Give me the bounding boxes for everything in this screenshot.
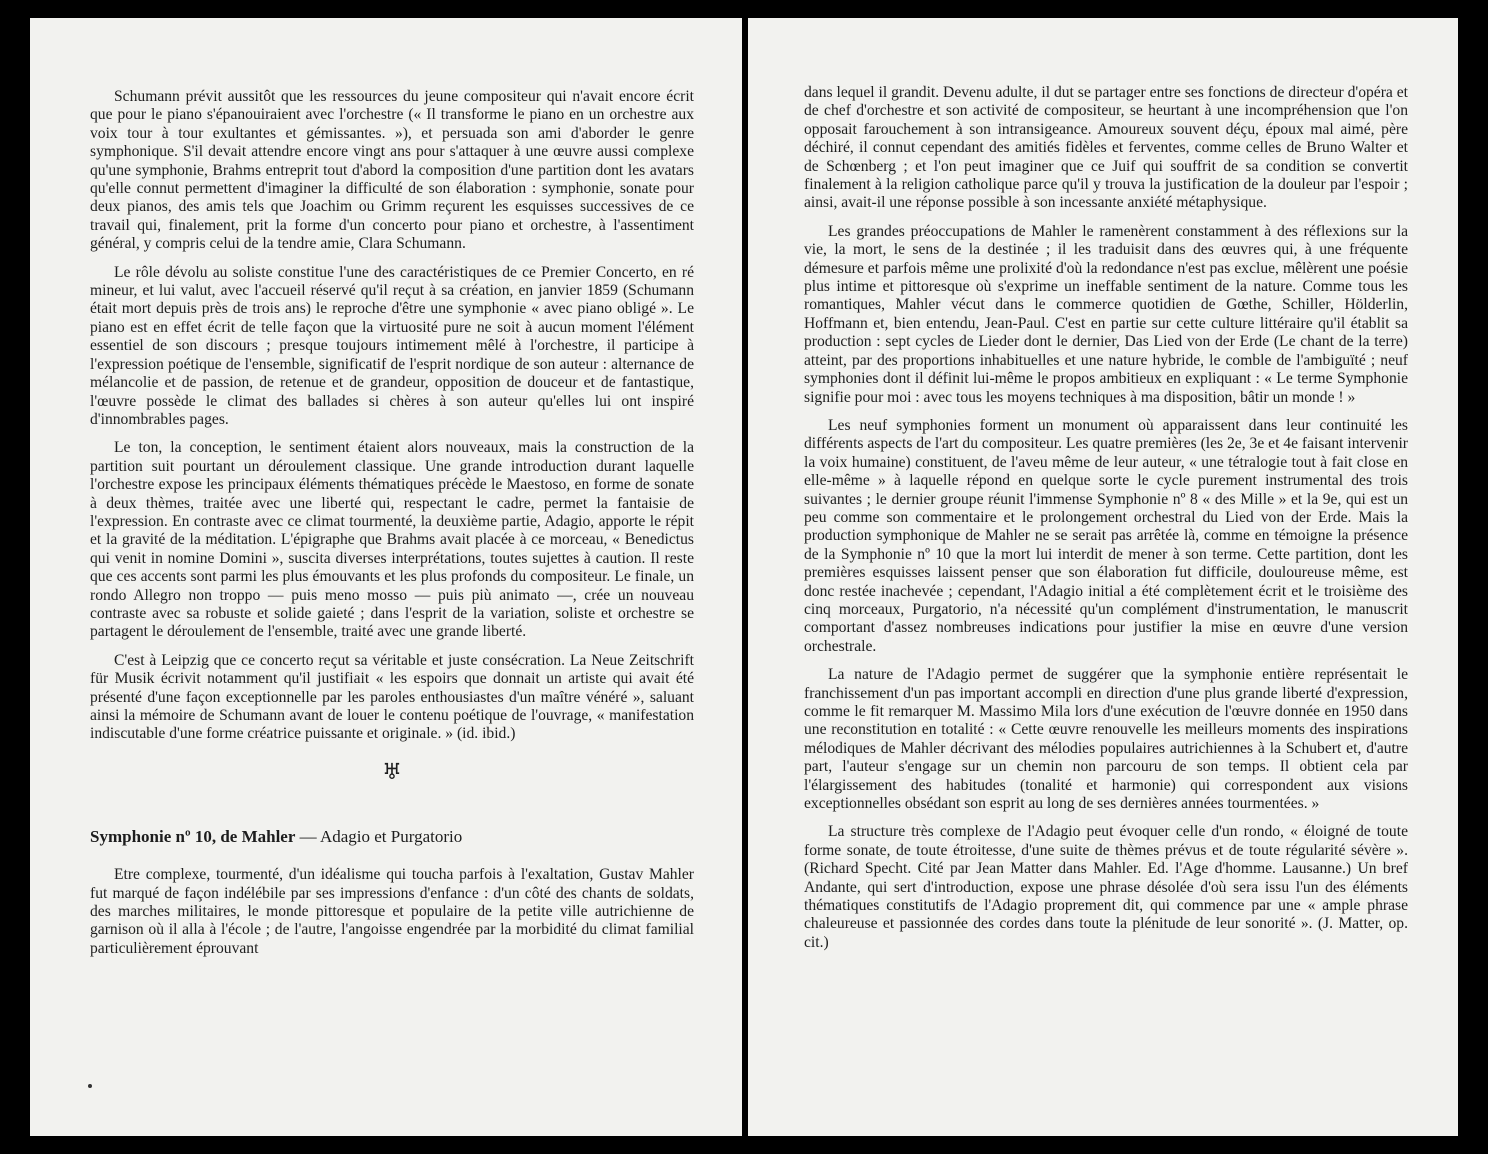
paragraph: Le ton, la conception, le sentiment étaient alors nouveaux, mais la construction de la partition suit pourtant un déroulement classique. Une grande introduction durant laquelle l'orchestre expose les principaux éléments thématiques précède le Maestoso, en forme de sonate à deux thèmes, traitée avec une liberté qui, respectant le cadre, permet la fantaisie de l'expression. En contraste avec ce climat tourmenté, la deuxième partie, Adagio, apporte le répit et la gravité de la méditation. L'épigraphe que Brahms avait placée à ce morceau, « Benedictus qui venit in nomine Domini », suscita diverses interprétations, toutes sujettes à caution. Il reste que ces accents sont parmi les plus émouvants et les plus profonds du compositeur. Le finale, un rondo Allegro non troppo — puis meno mosso — puis più animato —, crée un nouveau contraste avec sa robuste et solide gaieté ; dans l'esprit de la variation, soliste et orchestre se partagent le déroulement de l'ensemble, traité avec une grande liberté. (90, 439, 694, 641)
paragraph: C'est à Leipzig que ce concerto reçut sa véritable et juste consécration. La Neue Zeitschrift für Musik écrivit notamment qu'il justifiait « les espoirs que donnait un artiste qui avait été présenté d'une façon exceptionnelle par les paroles enthousiastes d'un maître vénéré », saluant ainsi la mémoire de Schumann avant de louer le contenu poétique de l'ouvrage, « manifestation indiscutable d'une forme créatrice puissante et originale. » (id. ibid.) (90, 651, 694, 743)
paragraph: Schumann prévit aussitôt que les ressources du jeune compositeur qui n'avait encore écrit que pour le piano s'épanouiraient avec l'orchestre (« Il transforme le piano en un orchestre aux voix tour à tour exultantes et gémissantes. »), et persuada son ami d'aborder le genre symphonique. S'il devait attendre encore vingt ans pour s'attaquer à une œuvre aussi complexe qu'une symphonie, Brahms entreprit tout d'abord la composition d'une partition dont les avatars qu'elle connut permettent d'imaginer la difficulté de son élaboration : symphonie, sonate pour deux pianos, des amis tels que Joachim ou Grimm reçurent les esquisses successives de ce travail qui, finalement, prit la forme d'un concerto pour piano et orchestre, à l'assentiment général, y compris celui de la tendre amie, Clara Schumann. (90, 88, 694, 253)
paragraph: Les neuf symphonies forment un monument où apparaissent dans leur continuité les différents aspects de l'art du compositeur. Les quatre premières (les 2e, 3e et 4e faisant intervenir la voix humaine) constituent, de l'aveu même de leur auteur, « une tétralogie tout à fait close en elle-même » à laquelle répond en quelque sorte le cycle purement instrumental des trois suivantes ; le dernier groupe réunit l'immense Symphonie nº 8 « des Mille » et la 9e, qui est un peu comme son commentaire et le prolongement orchestral du Lied von der Erde. Mais la production symphonique de Mahler ne se serait pas arrêtée là, comme en témoigne la présence de la Symphonie nº 10 que la mort lui interdit de mener à son terme. Cette partition, dont les premières esquisses laissent penser que son élaboration fut difficile, douloureuse même, est donc restée inachevée ; cependant, l'Adagio initial a été complètement écrit et le troisième des cinq morceaux, Purgatorio, n'a nécessité qu'un complément d'instrumentation, le manuscrit comportant d'assez nombreuses indications pour justifier la mise en œuvre d'une version orchestrale. (804, 416, 1408, 655)
left-page (30, 18, 742, 1136)
section-subtitle: — Adagio et Purgatorio (299, 826, 463, 846)
paragraph: dans lequel il grandit. Devenu adulte, il dut se partager entre ses fonctions de directeur d'opéra et de chef d'orchestre et son activité de compositeur, se heurtant à une incompréhension que l'on opposait farouchement à son intransigeance. Amoureux souvent déçu, époux mal aimé, père déchiré, il connut cependant des amitiés fidèles et ferventes, comme celles de Bruno Walter et de Schœnberg ; et l'on peut imaginer que ce Juif qui souffrit de sa condition se convertit finalement à la religion catholique parce qu'il y trouva la justification de la douleur par l'espoir ; ainsi, avait-il une réponse possible à son incessante anxiété métaphysique. (804, 84, 1408, 212)
paragraph: Les grandes préoccupations de Mahler le ramenèrent constamment à des réflexions sur la vie, la mort, le sens de la destinée ; il les traduisit dans des œuvres qui, à une fréquente démesure et parfois même une prolixité d'où la redondance n'est pas exclue, mêlèrent une poésie plus intime et pittoresque où s'exprime un ineffable sentiment de la nature. Comme tous les romantiques, Mahler vécut dans le commerce quotidien de Gœthe, Schiller, Hölderlin, Hoffmann et, bien entendu, Jean-Paul. C'est en partie sur cette culture littéraire qu'il établit sa production : sept cycles de Lieder dont le dernier, Das Lied von der Erde (Le chant de la terre) atteint, par des proportions inhabituelles et une nature hybride, le comble de l'ambiguïté ; neuf symphonies dont il définit lui-même le propos ambitieux en expliquant : « Le terme Symphonie signifie pour moi : avec tous les moyens techniques à ma disposition, bâtir un monde ! » (804, 222, 1408, 406)
page-mark (88, 1084, 92, 1088)
paragraph: Etre complexe, tourmenté, d'un idéalisme qui toucha parfois à l'exaltation, Gustav Mahler fut marqué de façon indélébile par ses impressions d'enfance : d'un côté des chants de soldats, des marches militaires, le monde pittoresque et populaire de la petite ville autrichienne de garnison où il alla à l'école ; de l'autre, l'angoisse engendrée par la morbidité du climat familial particulièrement éprouvant (90, 866, 694, 957)
ornament-icon: ♅ (382, 758, 402, 784)
paragraph: La nature de l'Adagio permet de suggérer que la symphonie entière représentait le franchissement d'un pas important accompli en direction d'une plus grande liberté d'expression, comme le fit remarquer M. Massimo Mila lors d'une exécution de l'œuvre donnée en 1950 dans une reconstitution en totalité : « Cette œuvre renouvelle les meilleurs moments des inspirations mélodiques de Mahler décrivant des mélodies populaires autrichiennes à la Schubert et, d'autre part, l'auteur s'engage sur un chemin non parcouru de son temps. Il obtient cela par l'élargissement des habitudes (tonalité et harmonie) qui correspondent aux visions exceptionnelles obsédant son esprit au long de ses dernières années tourmentées. » (804, 666, 1408, 813)
paragraph: La structure très complexe de l'Adagio peut évoquer celle d'un rondo, « éloigné de toute forme sonate, de toute étroitesse, d'une suite de thèmes prévus et de toute régularité sévère ». (Richard Specht. Cité par Jean Matter dans Mahler. Ed. l'Age d'homme. Lausanne.) Un bref Andante, qui sert d'introduction, expose une phrase désolée d'où sera issu l'un des éléments thématiques constitutifs de l'Adagio proprement dit, qui commence par une « ample phrase chaleureuse et passionnée des cordes dans toute la plénitude de leur sonorité ». (J. Matter, op. cit.) (804, 823, 1408, 951)
section-title: Symphonie nº 10, de Mahler (90, 826, 296, 846)
right-page (748, 18, 1458, 1136)
left-text-column (90, 88, 694, 968)
right-text-column (804, 84, 1408, 962)
paragraph: Le rôle dévolu au soliste constitue l'une des caractéristiques de ce Premier Concerto, en ré mineur, et lui valut, avec l'accueil réservé qu'il reçut à sa création, en janvier 1859 (Schumann était mort depuis près de trois ans) le reproche d'être une symphonie « avec piano obligé ». Le piano est en effet écrit de telle façon que la virtuosité pure ne soit à aucun moment l'élément essentiel de son discours ; presque toujours intimement mêlé à l'orchestre, il participe à l'expression poétique de l'ensemble, significatif de l'esprit nordique de son auteur : alternance de mélancolie et de passion, de retenue et de grandeur, opposition de douceur et de fantastique, l'œuvre possède le climat des ballades si chères à son auteur qu'elles lui ont inspiré d'innombrables pages. (90, 263, 694, 428)
section-heading (90, 828, 694, 846)
